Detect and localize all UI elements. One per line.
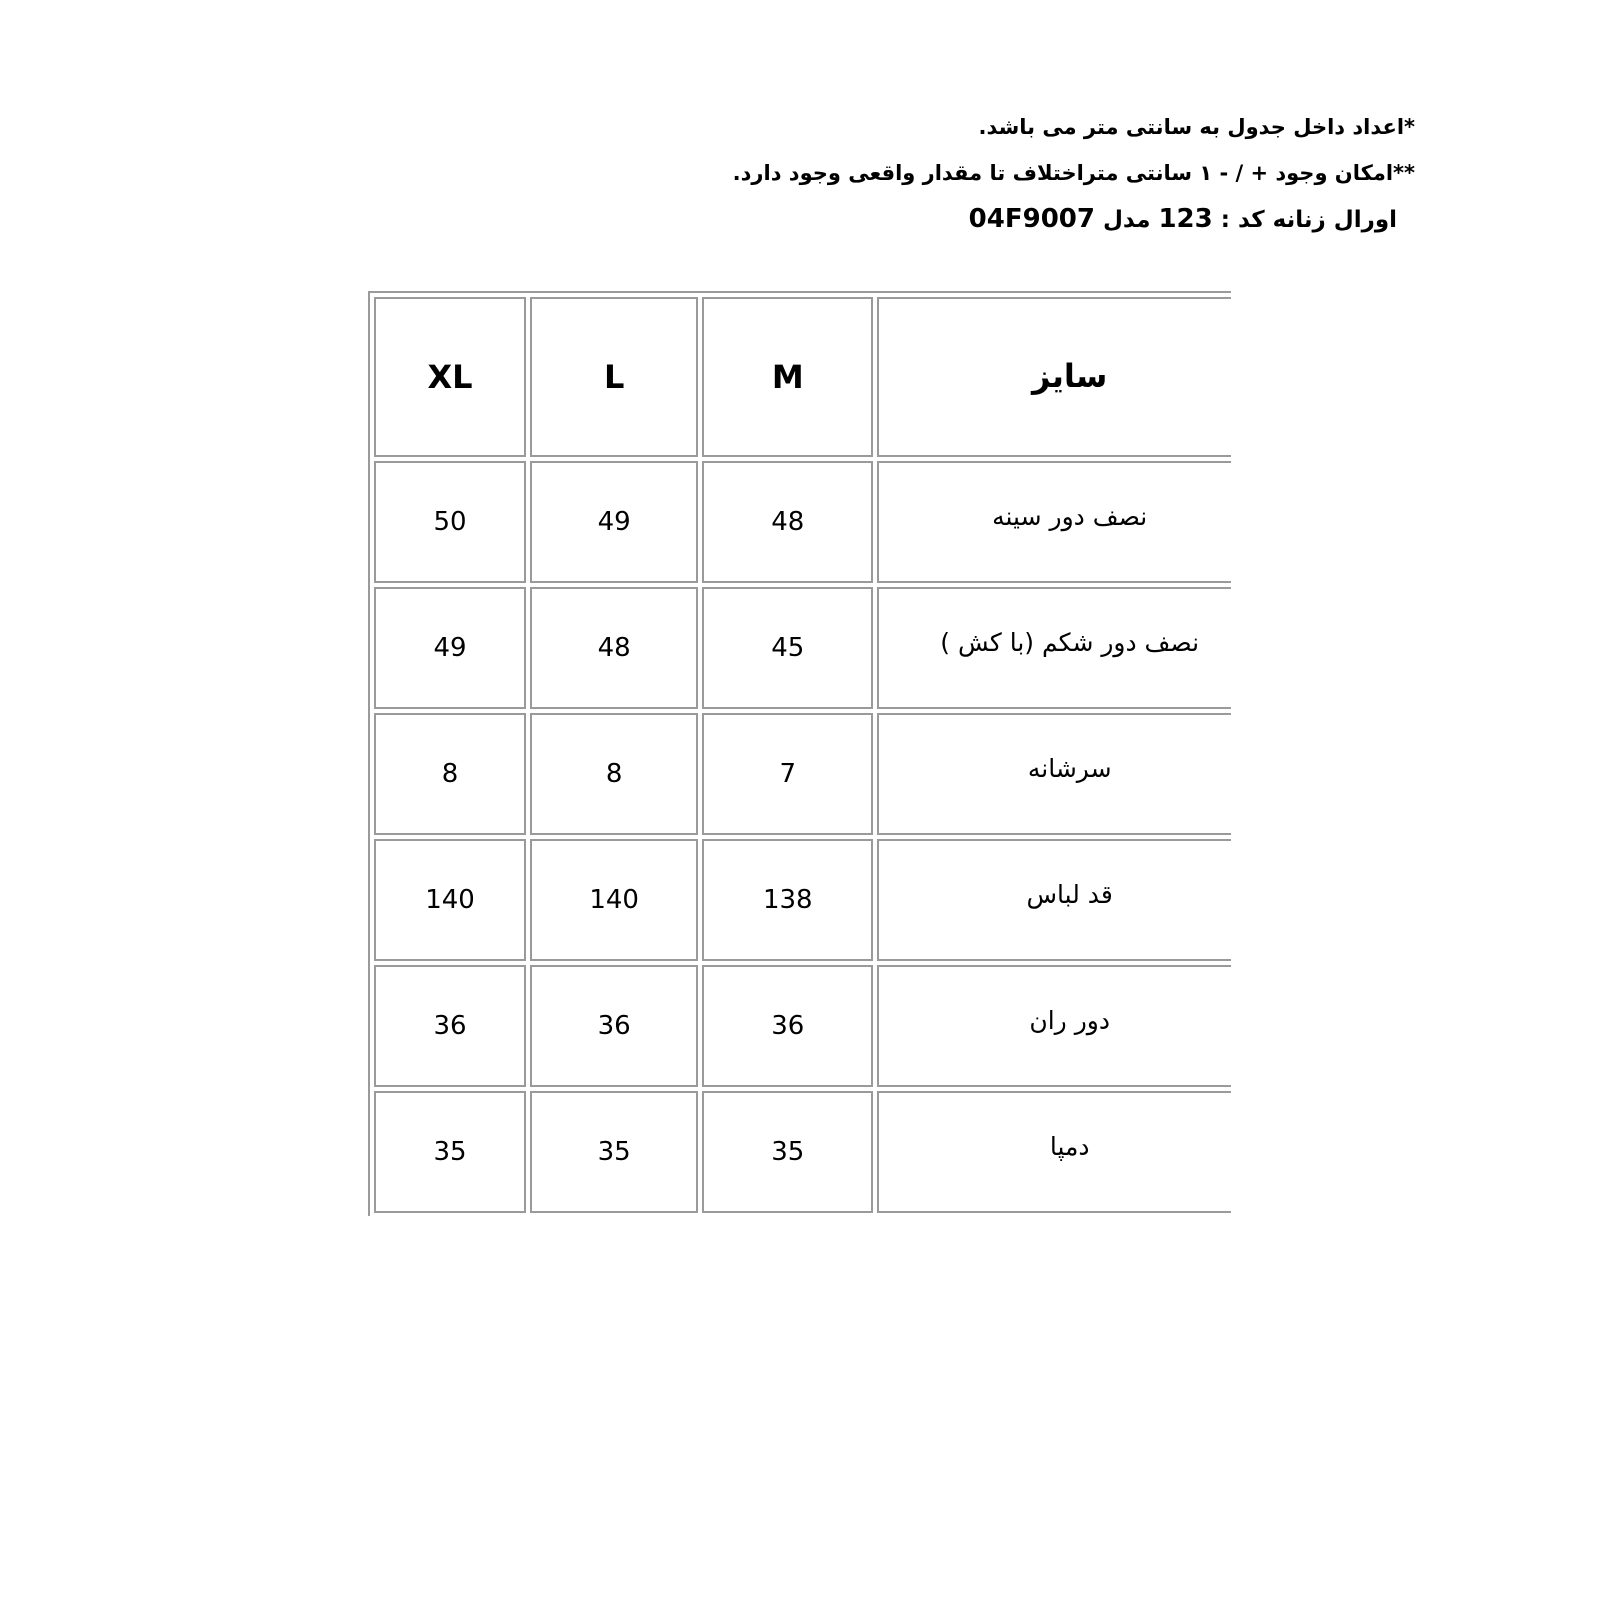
- value-cell-m: 7: [702, 713, 873, 835]
- value-cell-m: 48: [702, 461, 873, 583]
- row-label-cell: [877, 713, 1231, 835]
- value-cell-xl: 49: [374, 587, 526, 709]
- row-label: نصف دور سینه: [992, 501, 1148, 531]
- product-model: 04F9007: [968, 204, 1095, 234]
- table-row: [374, 713, 1231, 835]
- value-cell-l: 36: [530, 965, 698, 1087]
- value-cell-m: 36: [702, 965, 873, 1087]
- note-tolerance: **امکان وجود + / - ۱ سانتی متراختلاف تا مقدار واقعی وجود دارد.: [732, 161, 1415, 185]
- header-size-xl: XL: [374, 297, 526, 457]
- table-row: [374, 461, 1231, 583]
- header-size-m: M: [702, 297, 873, 457]
- row-label-cell: [877, 839, 1231, 961]
- value-cell-l: 8: [530, 713, 698, 835]
- row-label-cell: [877, 1091, 1231, 1213]
- table-row: [374, 587, 1231, 709]
- row-label: نصف دور شکم (با کش ): [940, 627, 1200, 657]
- row-label: دور ران: [1029, 1005, 1110, 1035]
- header-size-l: L: [530, 297, 698, 457]
- note-units: *اعداد داخل جدول به سانتی متر می باشد.: [978, 115, 1415, 139]
- value-cell-xl: 35: [374, 1091, 526, 1213]
- value-cell-m: 138: [702, 839, 873, 961]
- value-cell-l: 48: [530, 587, 698, 709]
- value-cell-xl: 140: [374, 839, 526, 961]
- header-label-cell: سایز: [877, 297, 1231, 457]
- notes-block: [515, 112, 1415, 251]
- product-title: [515, 204, 1397, 235]
- value-cell-xl: 36: [374, 965, 526, 1087]
- product-code: 123: [1158, 204, 1213, 234]
- value-cell-xl: 8: [374, 713, 526, 835]
- table-row: [374, 965, 1231, 1087]
- row-label: دمپا: [1049, 1131, 1090, 1161]
- row-label-cell: [877, 965, 1231, 1087]
- value-cell-l: 35: [530, 1091, 698, 1213]
- product-title-model-label: مدل: [1094, 207, 1159, 233]
- value-cell-l: 49: [530, 461, 698, 583]
- size-chart-table: [368, 291, 1231, 1216]
- value-cell-m: 35: [702, 1091, 873, 1213]
- value-cell-xl: 50: [374, 461, 526, 583]
- row-label-cell: [877, 587, 1231, 709]
- table-row: [374, 839, 1231, 961]
- row-label: قد لباس: [1026, 879, 1113, 909]
- size-chart-container: [368, 291, 1231, 1216]
- table-header-row: [374, 297, 1231, 457]
- value-cell-l: 140: [530, 839, 698, 961]
- product-title-prefix: اورال زنانه کد :: [1212, 207, 1397, 233]
- table-row: [374, 1091, 1231, 1213]
- row-label: سرشانه: [1027, 753, 1112, 783]
- value-cell-m: 45: [702, 587, 873, 709]
- row-label-cell: [877, 461, 1231, 583]
